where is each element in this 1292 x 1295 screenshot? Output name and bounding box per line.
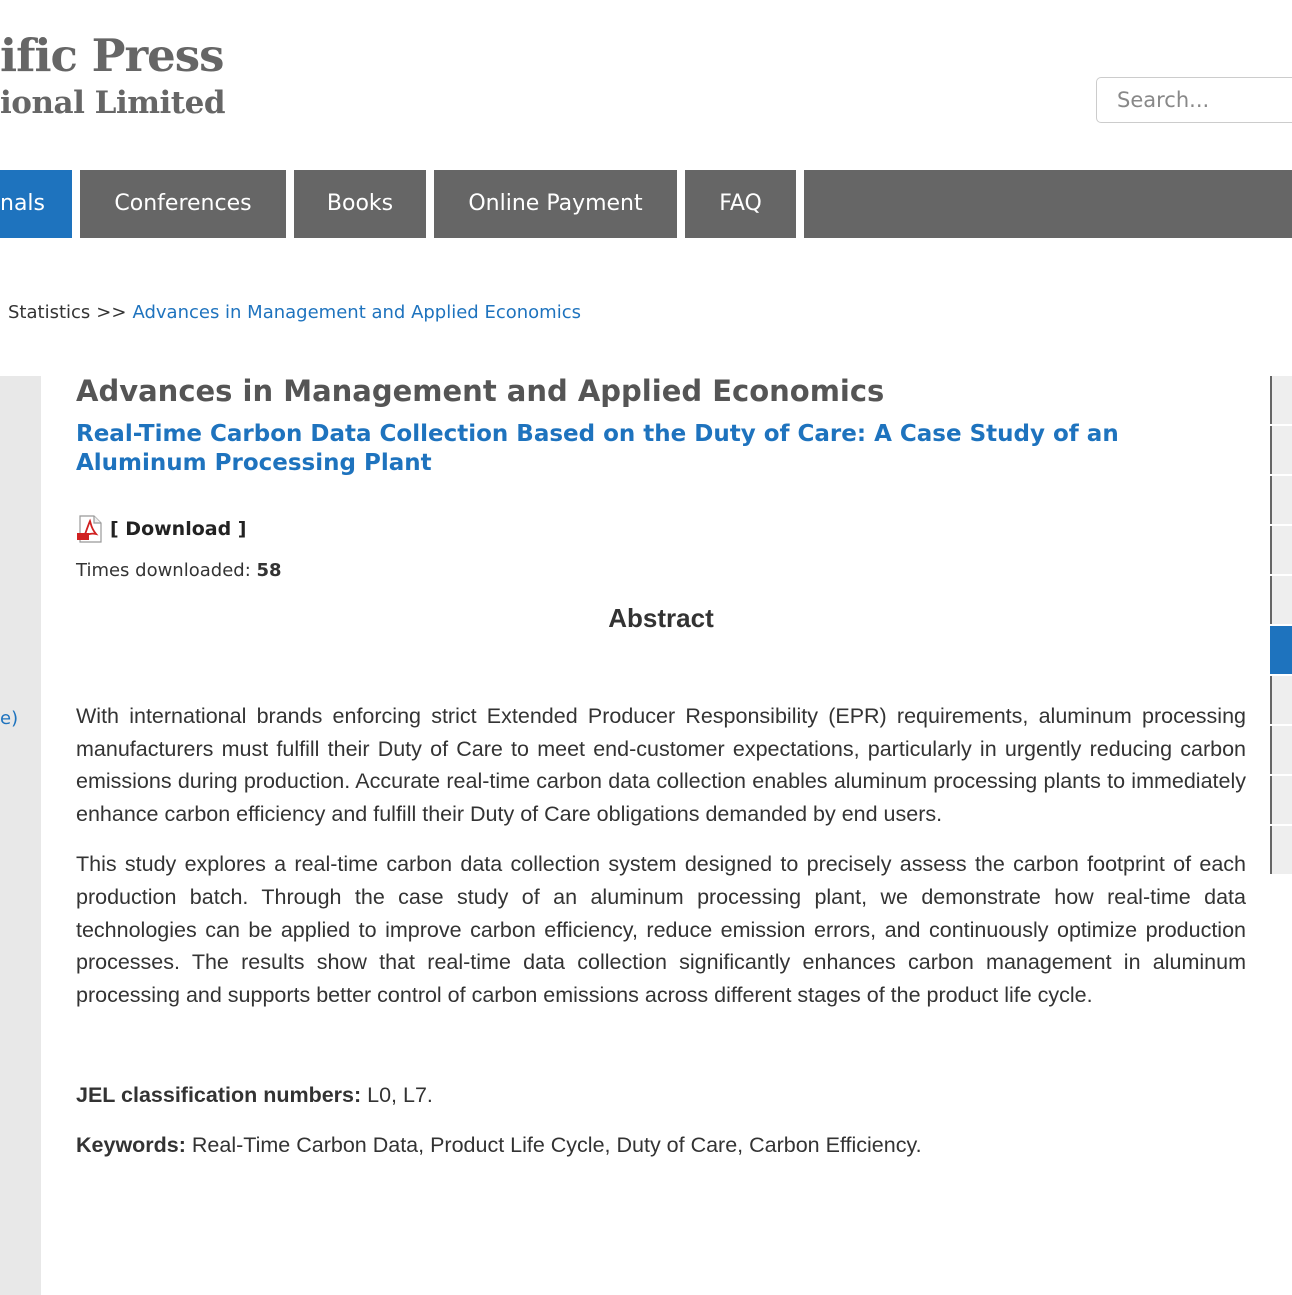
right-tab-active[interactable] [1270, 626, 1292, 674]
logo-line-1: ific Press [0, 29, 224, 82]
breadcrumb [8, 302, 581, 323]
right-tab[interactable] [1270, 676, 1292, 724]
right-tab[interactable] [1270, 776, 1292, 824]
nav-filler [804, 170, 1292, 238]
abstract-paragraph-1: With international brands enforcing strict Extended Producer Responsibility (EPR) requirements, aluminum processing manufacturers must fulfill their Duty of Care to meet end-customer expectations, particularly in urgently reducing carbon emissions during production. Accurate real-time carbon data collection enables aluminum processing plants to immediately enhance carbon efficiency and fulfill their Duty of Care obligations demanded by end users. [76, 704, 1246, 826]
nav-books[interactable] [294, 170, 426, 238]
nav-journals[interactable] [0, 170, 72, 238]
jel-classification [76, 1079, 1246, 1111]
left-sidebar-link[interactable]: e) [0, 708, 19, 729]
keywords-value: Real-Time Carbon Data, Product Life Cycle, Duty of Care, Carbon Efficiency. [185, 1133, 922, 1158]
breadcrumb-statistics[interactable]: Statistics [8, 302, 91, 323]
nav-conferences-label: Conferences [114, 191, 252, 216]
jel-value: L0, L7. [361, 1083, 433, 1108]
nav-journals-label: nals [0, 191, 45, 216]
times-downloaded-label: Times downloaded: [76, 560, 251, 581]
keywords [76, 1129, 1246, 1161]
right-tab[interactable] [1270, 526, 1292, 574]
download-link[interactable]: [ Download ] [110, 518, 247, 540]
right-tab[interactable] [1270, 476, 1292, 524]
right-tab[interactable] [1270, 576, 1292, 624]
times-downloaded-count: 58 [256, 560, 282, 581]
right-tab[interactable] [1270, 376, 1292, 424]
search-input[interactable] [1096, 77, 1292, 123]
article-content [76, 370, 1246, 1161]
jel-label: JEL classification numbers: [76, 1083, 362, 1108]
keywords-label: Keywords: [76, 1133, 186, 1158]
right-tab[interactable] [1270, 826, 1292, 874]
pdf-icon[interactable] [76, 515, 104, 543]
nav-books-label: Books [326, 191, 394, 216]
nav-conferences[interactable] [80, 170, 286, 238]
times-downloaded [76, 560, 1246, 581]
download-row [76, 514, 1246, 544]
article-title[interactable]: Real-Time Carbon Data Collection Based on the Duty of Care: A Case Study of an Aluminum Processing Plant [76, 421, 1119, 476]
main-nav [0, 170, 1292, 238]
nav-online-payment-label: Online Payment [468, 191, 643, 216]
logo-line-2: ional Limited [0, 85, 226, 121]
abstract-heading: Abstract [608, 603, 714, 633]
right-tab[interactable] [1270, 726, 1292, 774]
journal-title: Advances in Management and Applied Economics [76, 374, 885, 408]
left-sidebar [0, 376, 41, 1295]
breadcrumb-separator: >> [96, 302, 127, 323]
nav-faq[interactable] [685, 170, 796, 238]
breadcrumb-current[interactable]: Advances in Management and Applied Economics [132, 302, 581, 323]
right-tab[interactable] [1270, 426, 1292, 474]
abstract-paragraph-2: This study explores a real-time carbon data collection system designed to precisely assess the carbon footprint of each production batch. Through the case study of an aluminum processing plant, we demonstrate how real-time data technologies can be applied to improve carbon efficiency, reduce emission errors, and continuously optimize production processes. The results show that real-time data collection significantly enhances carbon management in aluminum processing and supports better control of carbon emissions across different stages of the product life cycle. [76, 852, 1246, 1007]
right-sidebar-tabs [1270, 376, 1292, 878]
nav-online-payment[interactable] [434, 170, 677, 238]
nav-faq-label: FAQ [719, 191, 762, 216]
